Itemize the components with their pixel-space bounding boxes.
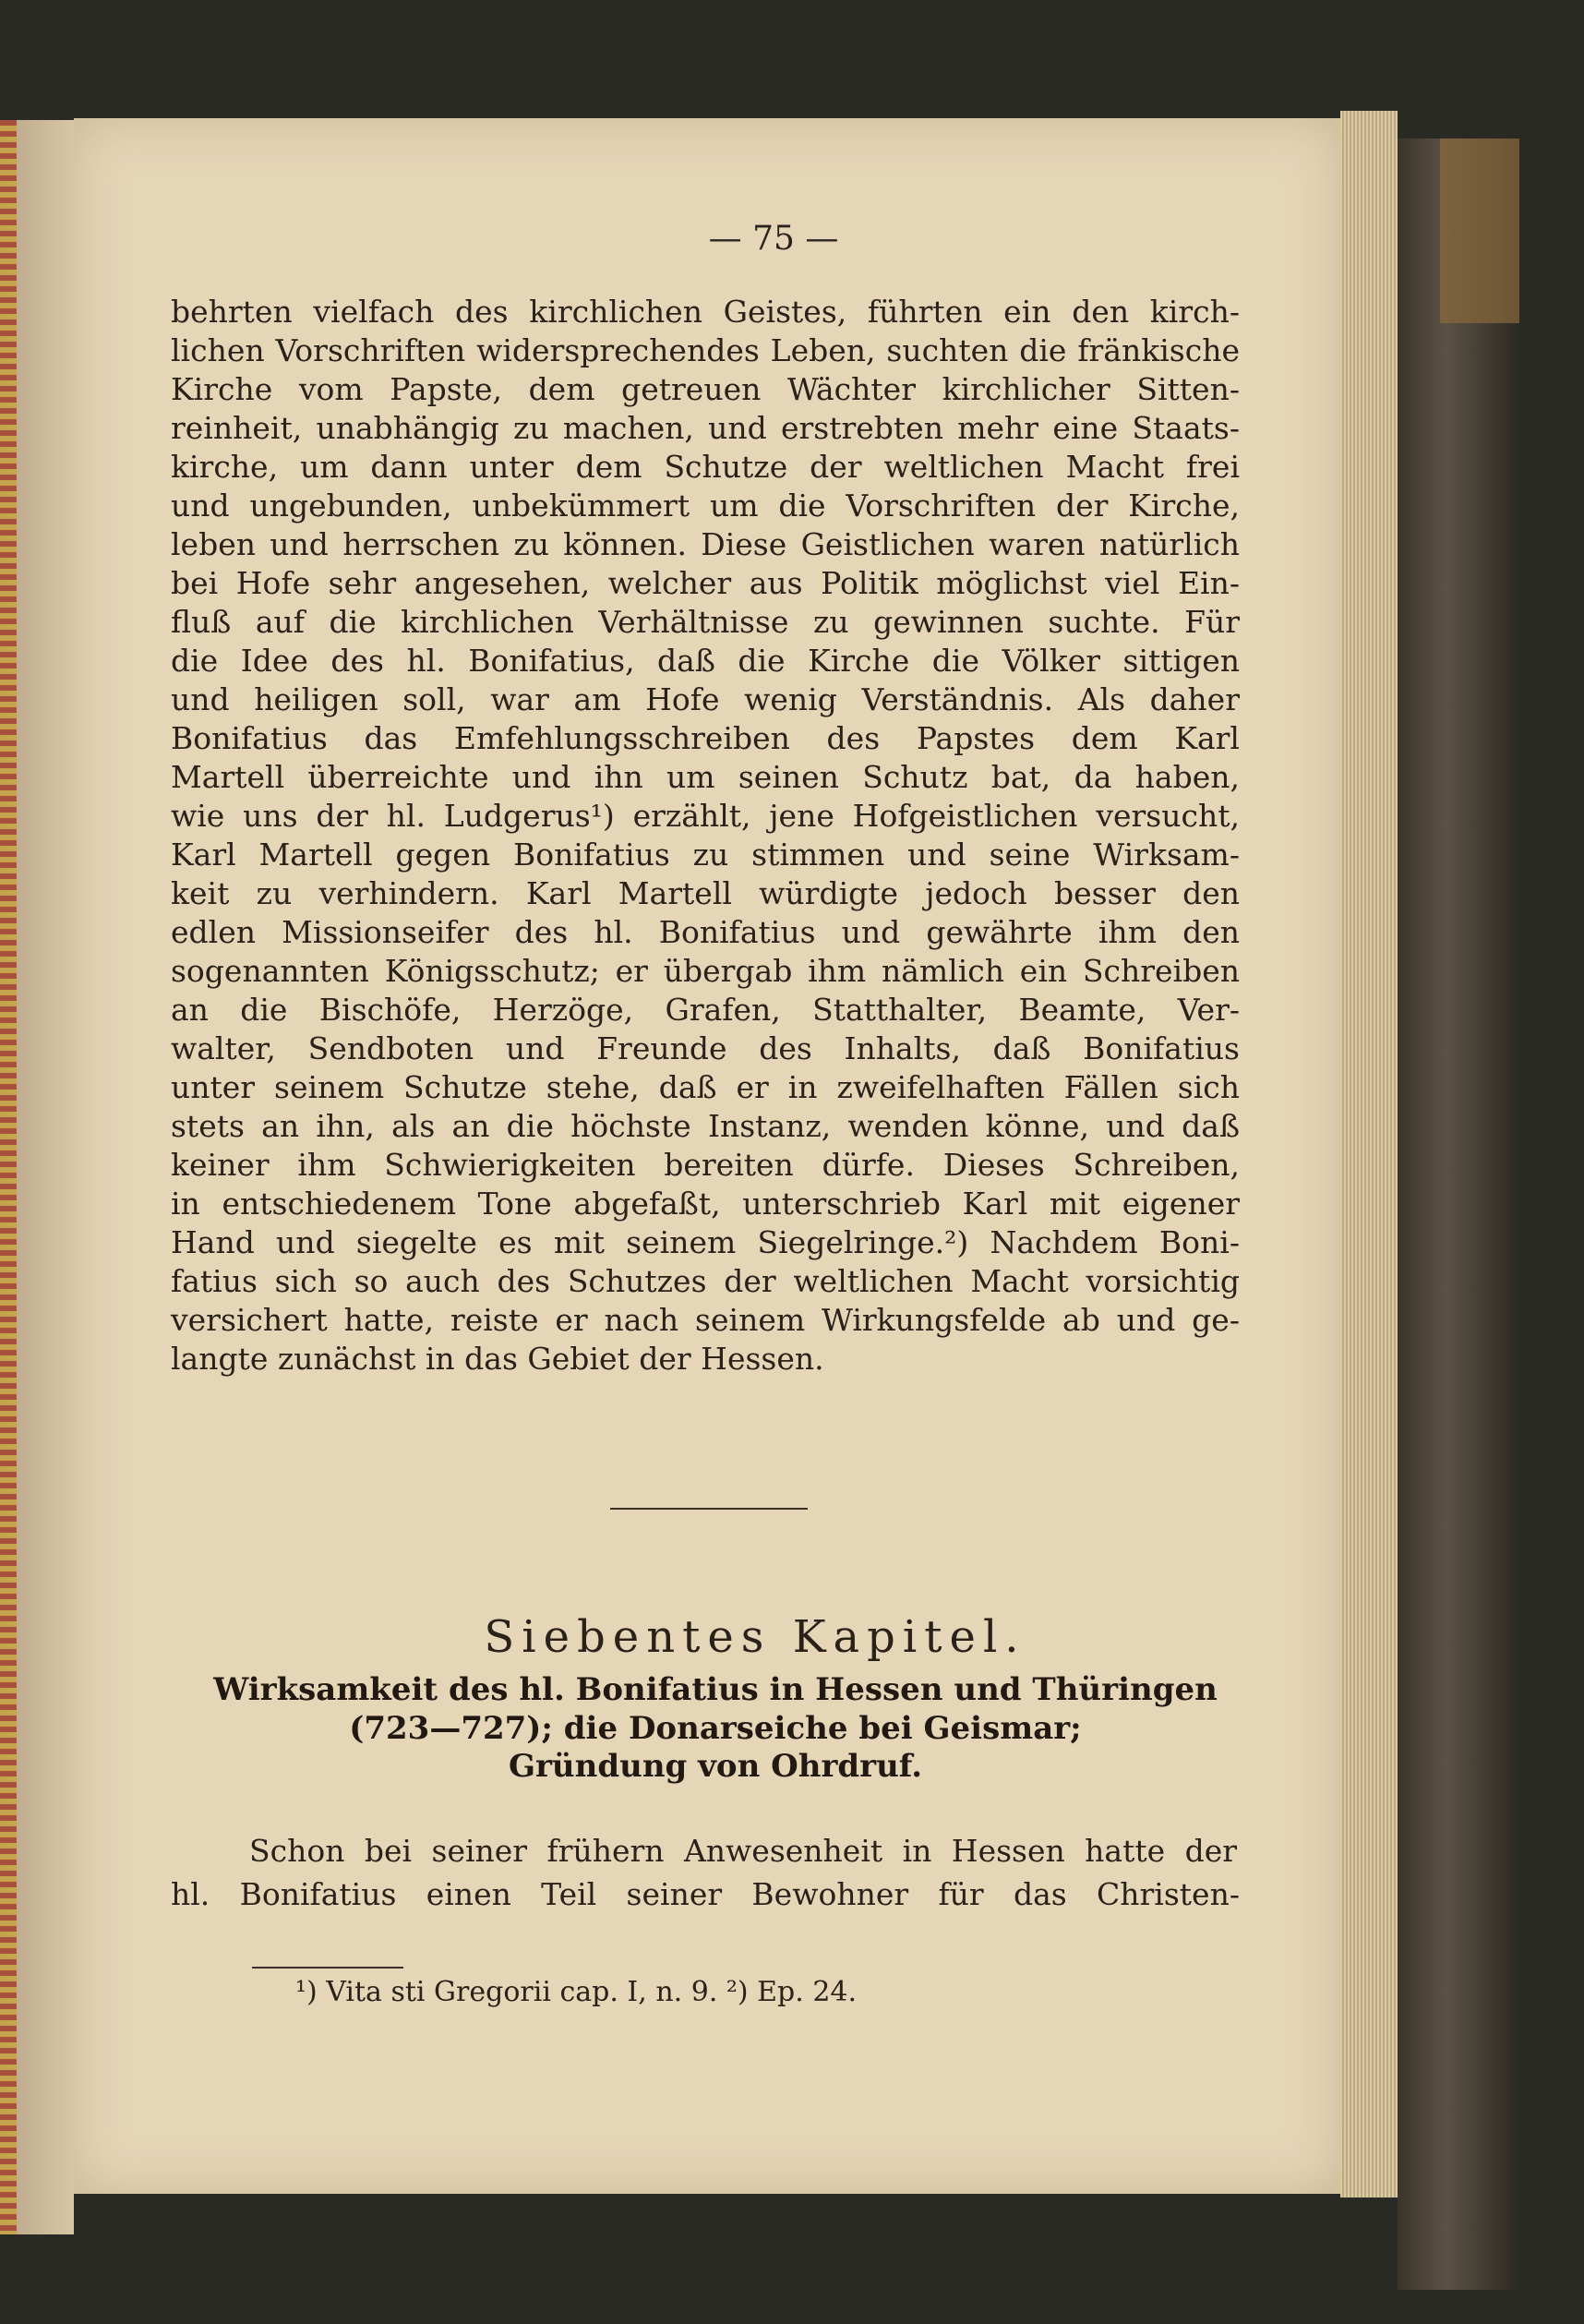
footnote-rule [252, 1967, 403, 1969]
text-line: die Idee des hl. Bonifatius, daß die Kirche die Völker sittigen [171, 643, 1240, 679]
text-line: keit zu verhindern. Karl Martell würdigte jedoch besser den [171, 875, 1240, 911]
chapter-subtitle-line: Wirksamkeit des hl. Bonifatius in Hessen und Thüringen [213, 1671, 1218, 1708]
text-line: langte zunächst in das Gebiet der Hessen. [171, 1341, 824, 1377]
left-book-edge [0, 120, 17, 2234]
text-line: in entschiedenem Tone abgefaßt, unterschrieb Karl mit eigener [171, 1186, 1240, 1222]
chapter-subtitle-line: (723—727); die Donarseiche bei Geismar; [349, 1710, 1082, 1747]
text-line: Martell überreichte und ihn um seinen Schutz bat, da haben, [171, 759, 1240, 795]
text-line: versichert hatte, reiste er nach seinem Wirkungsfelde ab und ge- [171, 1302, 1240, 1338]
text-line: keiner ihm Schwierigkeiten bereiten dürfe. Dieses Schreiben, [171, 1147, 1240, 1183]
text-line: Karl Martell gegen Bonifatius zu stimmen und seine Wirksam- [171, 837, 1240, 873]
text-line: Hand und siegelte es mit seinem Siegelringe.²) Nachdem Boni- [171, 1224, 1240, 1260]
paragraph-line: hl. Bonifatius einen Teil seiner Bewohner für das Christen- [171, 1876, 1240, 1912]
text-line: leben und herrschen zu können. Diese Geistlichen waren natürlich [171, 526, 1240, 562]
footnote: ¹) Vita sti Gregorii cap. I, n. 9. ²) Ep. 24. [295, 1976, 858, 2008]
text-line: wie uns der hl. Ludgerus¹) erzählt, jene Hofgeistlichen versucht, [171, 798, 1240, 834]
page-block-edges [1340, 111, 1398, 2198]
paragraph-line: Schon bei seiner frühern Anwesenheit in Hessen hatte der [249, 1833, 1237, 1869]
text-line: stets an ihn, als an die höchste Instanz, wenden könne, und daß [171, 1108, 1240, 1144]
page-number [0, 220, 1584, 258]
chapter-title [0, 1611, 1584, 1663]
text-line: Bonifatius das Emfehlungsschreiben des Papstes dem Karl [171, 720, 1240, 756]
text-line: fluß auf die kirchlichen Verhältnisse zu gewinnen suchte. Für [171, 604, 1240, 640]
text-line: sogenannten Königsschutz; er übergab ihm nämlich ein Schreiben [171, 953, 1240, 989]
text-line: an die Bischöfe, Herzöge, Grafen, Statthalter, Beamte, Ver- [171, 992, 1240, 1028]
chapter-title-text: Siebentes Kapitel. [484, 1611, 1026, 1663]
text-line: kirche, um dann unter dem Schutze der weltlichen Macht frei [171, 449, 1240, 485]
text-line: fatius sich so auch des Schutzes der weltlichen Macht vorsichtig [171, 1263, 1240, 1299]
text-line: Kirche vom Papste, dem getreuen Wächter kirchlicher Sitten- [171, 371, 1240, 407]
text-line: und ungebunden, unbekümmert um die Vorschriften der Kirche, [171, 488, 1240, 524]
book-cover [1398, 138, 1518, 2290]
text-line: behrten vielfach des kirchlichen Geistes, führten ein den kirch- [171, 294, 1240, 330]
text-line: und heiligen soll, war am Hofe wenig Verständnis. Als daher [171, 681, 1240, 717]
section-divider [610, 1508, 808, 1510]
text-line: bei Hofe sehr angesehen, welcher aus Politik möglichst viel Ein- [171, 565, 1240, 601]
text-line: reinheit, unabhängig zu machen, und erstrebten mehr eine Staats- [171, 410, 1240, 446]
text-line: walter, Sendboten und Freunde des Inhalts, daß Bonifatius [171, 1030, 1240, 1066]
text-line: lichen Vorschriften widersprechendes Leben, suchten die fränkische [171, 332, 1240, 368]
chapter-subtitle-line: Gründung von Ohrdruf. [508, 1748, 923, 1785]
page-number-text: — 75 — [708, 220, 839, 258]
text-line: edlen Missionseifer des hl. Bonifatius und gewährte ihm den [171, 914, 1240, 950]
text-line: unter seinem Schutze stehe, daß er in zweifelhaften Fällen sich [171, 1069, 1240, 1105]
